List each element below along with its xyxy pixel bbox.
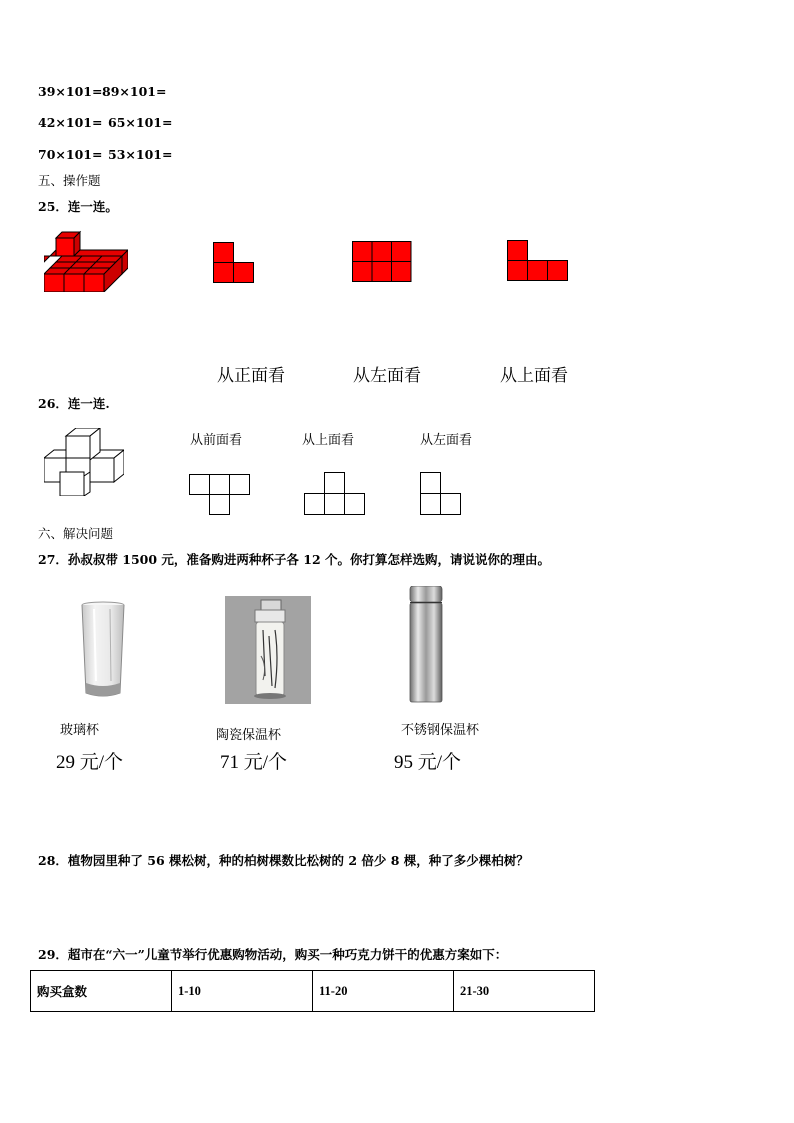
- cube-stack-outline: [44, 428, 124, 496]
- view-label-top: 从上面看: [302, 433, 355, 448]
- calc-item: 53×101=: [108, 147, 173, 162]
- view-label-left: 从左面看: [353, 366, 421, 386]
- cup-name: 玻璃杯: [60, 723, 100, 738]
- glass-cup-icon: [80, 601, 126, 701]
- table-row: [31, 971, 595, 1012]
- view-inverted-t-shape: [304, 472, 366, 516]
- table-cell: 1-10: [172, 971, 313, 1012]
- cube-stack-3d: [44, 228, 128, 292]
- calc-item: 65×101=: [108, 115, 173, 130]
- section-heading: 五、操作题: [38, 173, 101, 188]
- view-label-top: 从上面看: [500, 366, 568, 386]
- question-27-title: 27．孙叔叔带 1500 元，准备购进两种杯子各 12 个。你打算怎样选购，请说说你的理由。: [38, 552, 550, 567]
- calc-item: 39×101=: [38, 84, 103, 99]
- calc-item: 89×101=: [102, 84, 167, 99]
- view-long-l-shape: [507, 240, 569, 282]
- cup-name: 陶瓷保温杯: [216, 728, 282, 743]
- view-t-shape: [189, 474, 251, 516]
- table-cell: 21-30: [454, 971, 595, 1012]
- question-28-title: 28．植物园里种了 56 棵松树，种的柏树棵数比松树的 2 倍少 8 棵，种了多少棵柏树？: [38, 853, 529, 868]
- view-label-front: 从前面看: [190, 433, 243, 448]
- calc-item: 70×101=: [38, 147, 103, 162]
- section-heading: 六、解决问题: [38, 526, 114, 541]
- cup-price: 29 元/个: [56, 752, 124, 773]
- question-26-title: 26．连一连.: [38, 396, 110, 411]
- calc-item: 42×101=: [38, 115, 103, 130]
- view-l-shape: [213, 242, 255, 284]
- cup-name: 不锈钢保温杯: [401, 723, 480, 738]
- cup-price: 95 元/个: [394, 752, 462, 773]
- question-25-title: 25．连一连。: [38, 199, 118, 214]
- view-side-shape: [420, 472, 464, 516]
- table-cell: 11-20: [313, 971, 454, 1012]
- steel-flask-icon: [405, 586, 447, 704]
- offer-table: [30, 970, 595, 1012]
- question-29-title: 29．超市在“六一”儿童节举行优惠购物活动，购买一种巧克力饼干的优惠方案如下：: [38, 947, 508, 962]
- ceramic-flask-photo: [225, 596, 311, 704]
- view-label-left: 从左面看: [420, 433, 473, 448]
- ceramic-flask-icon: [225, 596, 311, 704]
- cup-price: 71 元/个: [220, 752, 288, 773]
- view-grid-shape: [352, 241, 412, 283]
- view-label-front: 从正面看: [217, 366, 285, 386]
- table-cell: 购买盒数: [31, 971, 172, 1012]
